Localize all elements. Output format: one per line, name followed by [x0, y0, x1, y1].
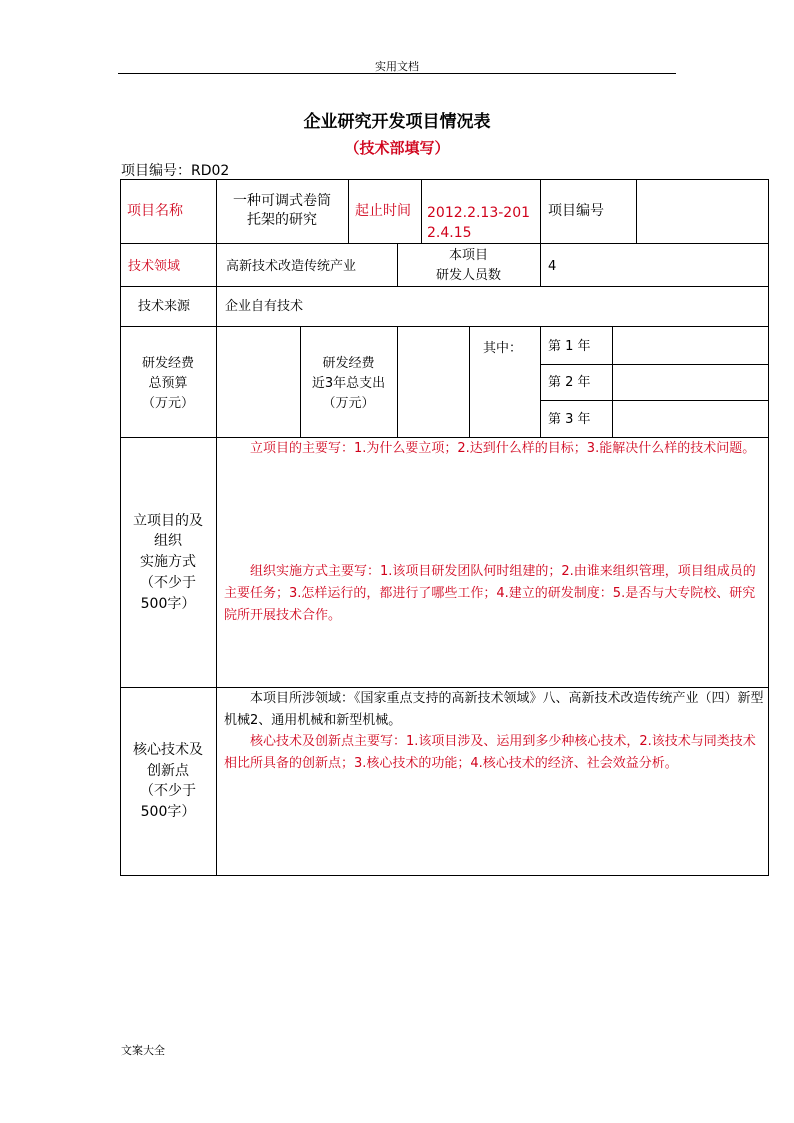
period-value-line2: 2.4.15	[427, 225, 472, 241]
staff-count-value: 4	[548, 259, 557, 274]
budget-label-line3: （万元）	[141, 396, 194, 411]
period-value-line1: 2012.2.13-201	[427, 205, 531, 221]
tech-domain-text: 本项目所涉领域：《国家重点支持的高新技术领域》八、高新技术改造传统产业（四）新型机械2、通用机械和新型机械。	[224, 691, 764, 728]
col-divider	[216, 179, 217, 876]
year-1-label: 第 1 年	[548, 339, 591, 354]
core-tech-label-line2: 创新点	[147, 763, 189, 779]
header-divider	[118, 73, 676, 74]
project-code-label: 项目编号	[548, 203, 604, 219]
col-divider	[469, 326, 470, 437]
purpose-text: 立项目的主要写：1.为什么要立项；2.达到什么样的目标；3.能解决什么样的技术问题。	[250, 441, 756, 456]
tech-source-value: 企业自有技术	[225, 299, 304, 314]
row-divider	[540, 364, 769, 365]
col-divider	[421, 179, 422, 243]
core-tech-label-line1: 核心技术及	[133, 742, 203, 758]
tech-source-label: 技术来源	[138, 299, 191, 314]
col-divider	[348, 179, 349, 243]
purpose-label-line4: （不少于	[140, 575, 196, 591]
purpose-label-line2: 组织	[154, 533, 182, 549]
purpose-label-line3: 实施方式	[140, 554, 196, 570]
core-tech-text: 核心技术及创新点主要写：1.该项目涉及、运用到多少种核心技术，2.该技术与同类技术相比所具备的创新点；3.核心技术的功能；4.核心技术的经济、社会效益分析。	[224, 734, 756, 771]
spend-label-line3: （万元）	[322, 396, 375, 411]
document-title: 企业研究开发项目情况表	[303, 112, 491, 132]
spend-label-line2: 近3年总支出	[311, 376, 386, 391]
budget-label-line2: 总预算	[148, 376, 188, 391]
row-divider	[120, 286, 769, 287]
tech-field-label: 技术领域	[128, 259, 181, 274]
col-divider	[540, 326, 541, 437]
document-subtitle: （技术部填写）	[344, 139, 450, 157]
spend-label-line1: 研发经费	[322, 356, 375, 371]
project-number-line: 项目编号：RD02	[121, 163, 230, 179]
among-label: 其中：	[483, 341, 523, 356]
core-tech-label-line3: （不少于	[140, 783, 196, 799]
col-divider	[540, 179, 541, 286]
core-tech-label-line4: 500字）	[140, 804, 196, 820]
organization-text: 组织实施方式主要写：1.该项目研发团队何时组建的；2.由谁来组织管理，项目组成员的主要任务；3.怎样运行的，都进行了哪些工作；4.建立的研发制度：5.是否与大专院校、研究院所开展技术合作。	[224, 564, 756, 623]
col-divider	[612, 326, 613, 437]
project-name-value-line2: 托架的研究	[247, 212, 317, 228]
page-header: 实用文档	[375, 60, 419, 73]
purpose-label-line5: 500字）	[140, 596, 196, 612]
row-divider	[120, 326, 769, 327]
project-name-value-line1: 一种可调式卷筒	[233, 193, 331, 209]
project-name-label: 项目名称	[127, 203, 183, 219]
staff-label-line2: 研发人员数	[435, 268, 501, 283]
page-footer: 文案大全	[121, 1044, 165, 1057]
col-divider	[397, 326, 398, 437]
budget-label-line1: 研发经费	[141, 356, 194, 371]
purpose-label-line1: 立项目的及	[133, 513, 203, 529]
tech-field-value: 高新技术改造传统产业	[226, 259, 357, 274]
year-3-label: 第 3 年	[548, 412, 591, 427]
row-divider	[540, 400, 769, 401]
year-2-label: 第 2 年	[548, 375, 591, 390]
staff-label-line1: 本项目	[448, 248, 488, 263]
row-divider	[120, 243, 769, 244]
col-divider	[636, 179, 637, 243]
period-label: 起止时间	[355, 203, 411, 219]
